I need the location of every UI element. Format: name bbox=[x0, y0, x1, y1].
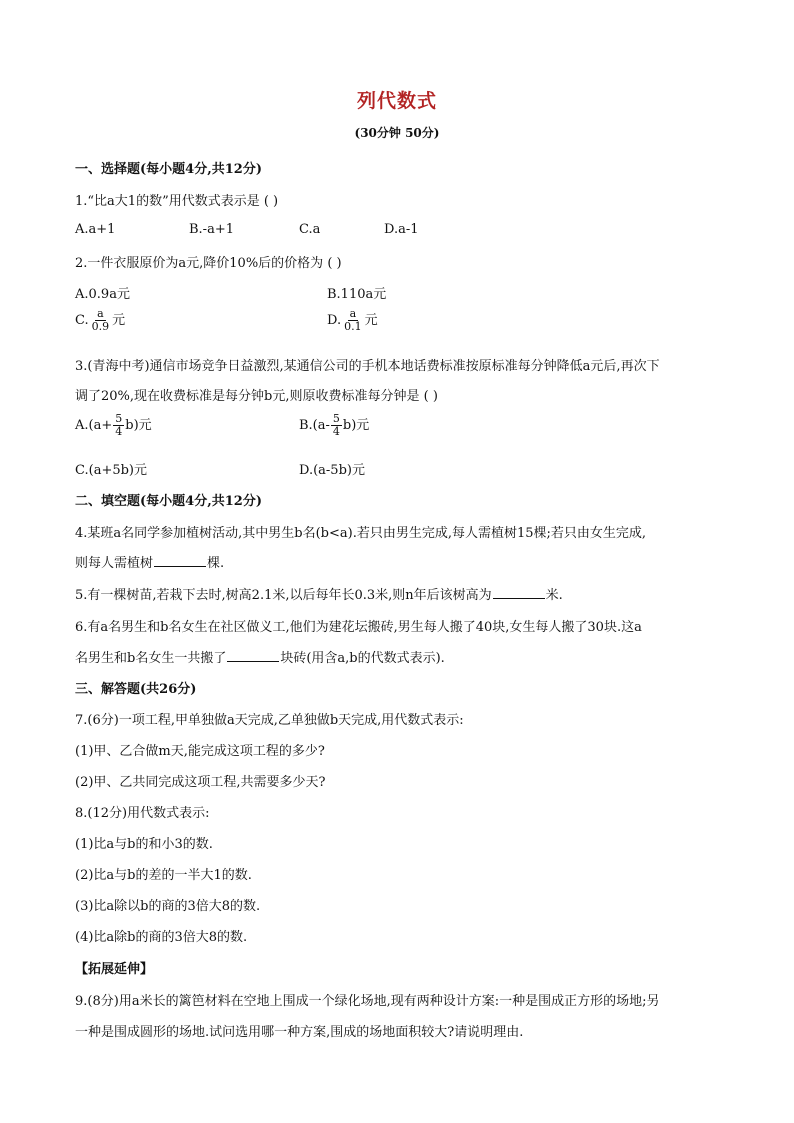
answer-blank[interactable] bbox=[154, 554, 206, 567]
time-score-note: (30分钟 50分) bbox=[354, 126, 440, 140]
option-prefix: B.(a- bbox=[299, 418, 330, 433]
text: 棵. bbox=[207, 556, 225, 571]
option-suffix: b)元 bbox=[125, 418, 152, 433]
question-3-line-2: 调了20%,现在收费标准是每分钟b元,则原收费标准每分钟是 ( ) bbox=[75, 389, 438, 404]
question-3-option-d: D.(a-5b)元 bbox=[299, 463, 365, 478]
option-suffix: b)元 bbox=[342, 418, 370, 433]
text: 则每人需植树 bbox=[75, 556, 154, 571]
question-8-part-1: (1)比a与b的和小3的数. bbox=[75, 837, 213, 852]
question-3-line-1: 3.(青海中考)通信市场竞争日益激烈,某通信公司的手机本地话费标准按原标准每分钟降低a元后,再次下 bbox=[75, 359, 660, 374]
fraction-denominator: 4 bbox=[332, 425, 340, 438]
option-prefix: C. bbox=[75, 313, 89, 328]
question-9-line-2: 一种是围成圆形的场地.试问选用哪一种方案,围成的场地面积较大?请说明理由. bbox=[75, 1025, 524, 1040]
fraction bbox=[90, 308, 112, 333]
fraction bbox=[342, 308, 364, 333]
text: 块砖(用含a,b的代数式表示). bbox=[280, 651, 445, 666]
question-8-part-2: (2)比a与b的差的一半大1的数. bbox=[75, 868, 252, 883]
answer-blank[interactable] bbox=[227, 649, 279, 662]
fraction-denominator: 0.9 bbox=[91, 320, 110, 333]
question-3-option-a bbox=[75, 413, 152, 438]
question-1-option-b: B.-a+1 bbox=[189, 222, 234, 237]
question-2-option-d bbox=[327, 308, 378, 333]
option-suffix: 元 bbox=[364, 313, 378, 328]
question-1-option-d: D.a-1 bbox=[384, 222, 419, 237]
fraction-denominator: 0.1 bbox=[344, 320, 362, 333]
question-3-option-b bbox=[299, 413, 369, 438]
question-1-stem: 1.“比a大1的数”用代数式表示是 ( ) bbox=[75, 194, 279, 209]
question-8-part-4: (4)比a除b的商的3倍大8的数. bbox=[75, 930, 248, 945]
fraction bbox=[331, 413, 342, 438]
option-suffix: 元 bbox=[112, 313, 126, 328]
question-6-line-2 bbox=[75, 647, 445, 666]
section-heading-fill: 二、填空题(每小题4分,共12分) bbox=[75, 494, 262, 509]
question-2-option-c bbox=[75, 308, 125, 333]
question-1-option-a: A.a+1 bbox=[75, 222, 116, 237]
page-title: 列代数式 bbox=[356, 90, 437, 112]
question-1-option-c: C.a bbox=[299, 222, 321, 237]
question-7-part-1: (1)甲、乙合做m天,能完成这项工程的多少? bbox=[75, 744, 325, 759]
question-6-line-1: 6.有a名男生和b名女生在社区做义工,他们为建花坛搬砖,男生每人搬了40块,女生每人搬了30块.这a bbox=[75, 620, 642, 635]
question-2-option-a: A.0.9a元 bbox=[75, 287, 130, 302]
extension-heading: 【拓展延伸】 bbox=[75, 962, 154, 977]
question-2-stem: 2.一件衣服原价为a元,降价10%后的价格为 ( ) bbox=[75, 256, 342, 271]
text: 5.有一棵树苗,若栽下去时,树高2.1米,以后每年长0.3米,则n年后该树高为 bbox=[75, 588, 492, 603]
question-5 bbox=[75, 584, 563, 603]
fraction-denominator: 4 bbox=[115, 425, 123, 438]
question-7-part-2: (2)甲、乙共同完成这项工程,共需要多少天? bbox=[75, 775, 326, 790]
fraction-numerator: a bbox=[349, 307, 357, 320]
question-2-option-b: B.110a元 bbox=[327, 287, 387, 302]
question-4-line-1: 4.某班a名同学参加植树活动,其中男生b名(b<a).若只由男生完成,每人需植树15棵;若只由女生完成, bbox=[75, 526, 647, 541]
text: 名男生和b名女生一共搬了 bbox=[75, 651, 227, 666]
fraction bbox=[113, 413, 124, 438]
section-heading-solve: 三、解答题(共26分) bbox=[75, 682, 197, 697]
question-3-option-c: C.(a+5b)元 bbox=[75, 463, 147, 478]
fraction-numerator: 5 bbox=[332, 412, 340, 425]
question-4-line-2 bbox=[75, 552, 224, 571]
question-7-stem: 7.(6分)一项工程,甲单独做a天完成,乙单独做b天完成,用代数式表示: bbox=[75, 713, 464, 728]
option-prefix: D. bbox=[327, 313, 342, 328]
fraction-numerator: 5 bbox=[115, 412, 123, 425]
fraction-numerator: a bbox=[97, 307, 104, 320]
answer-blank[interactable] bbox=[493, 586, 545, 599]
option-prefix: A.(a+ bbox=[75, 418, 113, 433]
question-9-line-1: 9.(8分)用a米长的篱笆材料在空地上围成一个绿化场地,现有两种设计方案:一种是围成正方形的场地;另 bbox=[75, 994, 660, 1009]
section-heading-choice: 一、选择题(每小题4分,共12分) bbox=[75, 162, 262, 177]
question-8-part-3: (3)比a除以b的商的3倍大8的数. bbox=[75, 899, 261, 914]
text: 米. bbox=[545, 588, 563, 603]
question-8-stem: 8.(12分)用代数式表示: bbox=[75, 806, 210, 821]
